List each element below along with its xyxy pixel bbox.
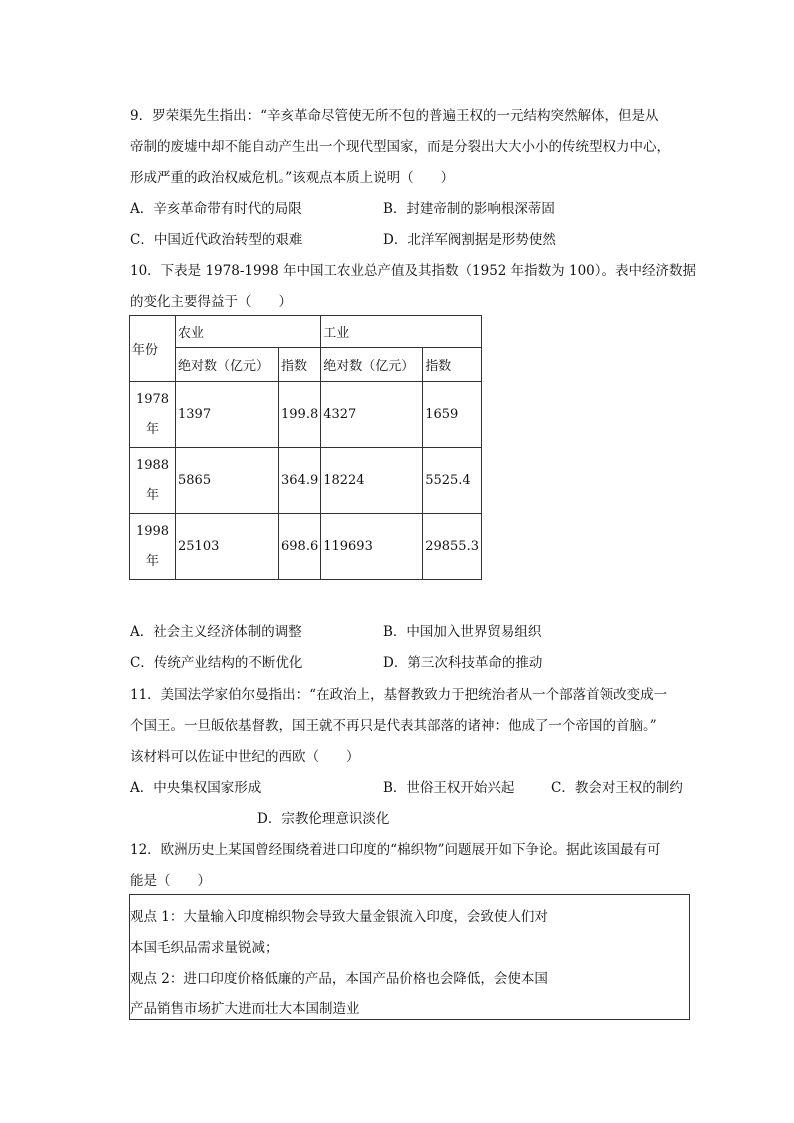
q10-option-c: C．传统产业结构的不断优化 (130, 655, 303, 671)
table-cell-ind-abs: 18224 (321, 448, 423, 514)
table-cell-ind-idx: 29855.3 (423, 514, 482, 580)
table-header-ind-index: 指数 (423, 348, 482, 382)
q12-viewpoint-line-1: 观点 1：大量输入印度棉织物会导致大量金银流入印度，会致使人们对 (130, 909, 548, 925)
table-row (130, 382, 482, 448)
table-cell-year: 1998 年 (130, 514, 176, 580)
q10-option-a: A．社会主义经济体制的调整 (130, 624, 302, 640)
q12-viewpoint-line-3: 观点 2：进口印度价格低廉的产品，本国产品价格也会降低，会使本国 (130, 971, 548, 987)
table-cell-ind-idx: 5525.4 (423, 448, 482, 514)
table-row (130, 448, 482, 514)
q9-stem-line-3: 形成严重的政治权威危机。”该观点本质上说明（ ） (130, 170, 455, 186)
table-cell-agri-idx: 364.9 (279, 448, 321, 514)
table-header-industry: 工业 (321, 316, 482, 348)
table-header-agri-absolute: 绝对数（亿元） (176, 348, 279, 382)
q10-stem-line-1: 10．下表是 1978-1998 年中国工农业总产值及其指数（1952 年指数为 100）。表中经济数据 (130, 263, 696, 279)
q9-option-a: A．辛亥革命带有时代的局限 (130, 201, 302, 217)
q9-stem-line-2: 帝制的废墟中却不能自动产生出一个现代型国家，而是分裂出大大小小的传统型权力中心， (130, 139, 670, 155)
q11-option-b: B．世俗王权开始兴起 (383, 780, 515, 796)
q10-option-b: B．中国加入世界贸易组织 (383, 624, 542, 640)
q12-viewpoints-box (129, 894, 690, 1020)
q12-viewpoint-line-4: 产品销售市场扩大进而壮大本国制造业 (130, 1001, 360, 1017)
q11-stem-line-1: 11．美国法学家伯尔曼指出：“在政治上，基督教致力于把统治者从一个部落首领改变成一 (130, 687, 668, 703)
q9-option-c: C．中国近代政治转型的艰难 (130, 232, 303, 248)
q11-option-c: C．教会对王权的制约 (551, 780, 683, 796)
table-cell-agri-idx: 199.8 (279, 382, 321, 448)
table-cell-ind-idx: 1659 (423, 382, 482, 448)
table-cell-agri-abs: 5865 (176, 448, 279, 514)
table-cell-agri-abs: 1397 (176, 382, 279, 448)
table-header-agri-index: 指数 (279, 348, 321, 382)
table-cell-year: 1988 年 (130, 448, 176, 514)
q12-stem-line-2: 能是（ ） (130, 873, 211, 889)
table-header-year: 年份 (130, 316, 176, 382)
q10-data-table (129, 315, 482, 580)
table-cell-ind-abs: 4327 (321, 382, 423, 448)
q9-option-b: B．封建帝制的影响根深蒂固 (383, 201, 555, 217)
q12-stem-line-1: 12．欧洲历史上某国曾经围绕着进口印度的“棉织物”问题展开如下争论。据此该国最有可 (130, 842, 661, 858)
q11-option-d: D．宗教伦理意识淡化 (257, 811, 390, 827)
table-cell-year: 1978 年 (130, 382, 176, 448)
table-header-agriculture: 农业 (176, 316, 321, 348)
table-cell-agri-idx: 698.6 (279, 514, 321, 580)
table-header-ind-absolute: 绝对数（亿元） (321, 348, 423, 382)
q11-stem-line-3: 该材料可以佐证中世纪的西欧（ ） (130, 749, 360, 765)
q11-stem-line-2: 个国王。一旦皈依基督教，国王就不再只是代表其部落的诸神：他成了一个帝国的首脑。” (130, 718, 657, 734)
q10-stem-line-2: 的变化主要得益于（ ） (130, 294, 292, 310)
table-cell-ind-abs: 119693 (321, 514, 423, 580)
q12-viewpoint-line-2: 本国毛织品需求量锐减； (130, 940, 279, 956)
table-cell-agri-abs: 25103 (176, 514, 279, 580)
table-row (130, 514, 482, 580)
q9-option-d: D．北洋军阀割据是形势使然 (383, 232, 556, 248)
q11-option-a: A．中央集权国家形成 (130, 780, 262, 796)
q10-option-d: D．第三次科技革命的推动 (383, 655, 543, 671)
q9-stem-line-1: 9．罗荣渠先生指出：“辛亥革命尽管使无所不包的普遍王权的一元结构突然解体，但是从 (130, 108, 659, 124)
